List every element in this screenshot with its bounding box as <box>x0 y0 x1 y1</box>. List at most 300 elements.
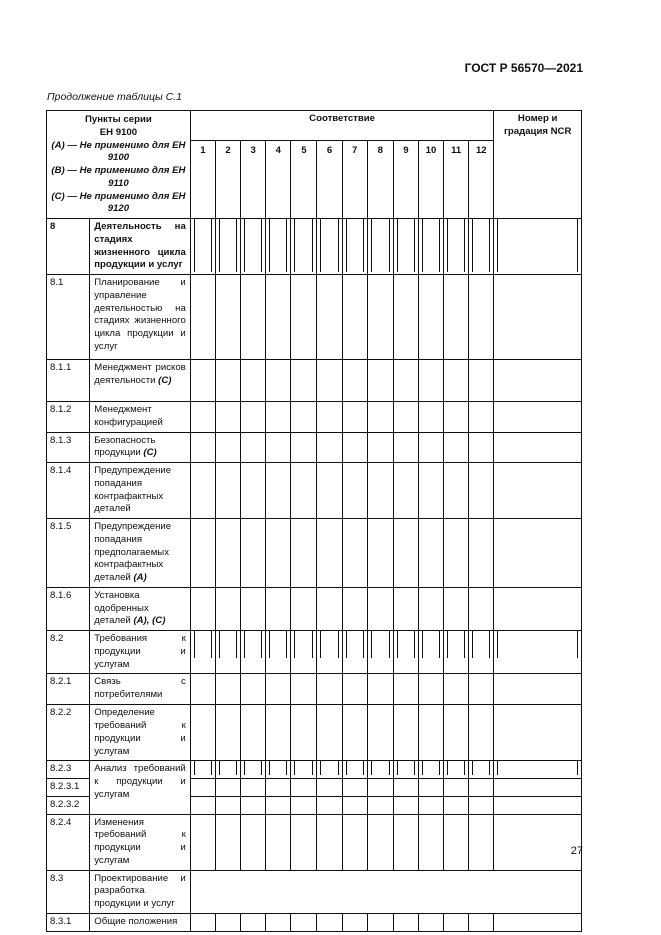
column-number-7: 7 <box>342 141 367 219</box>
row-point: 8.1 <box>47 275 90 360</box>
conformity-cell <box>241 913 266 931</box>
col1-header-b: (B) — Не применимо для ЕН 9110 <box>51 165 186 189</box>
conformity-cell <box>444 913 469 931</box>
ncr-header: Номер и градация NCR <box>494 111 582 219</box>
conformity-cell <box>317 779 342 797</box>
conformity-cell <box>266 432 291 463</box>
conformity-cell <box>317 519 342 588</box>
column-number-3: 3 <box>241 141 266 219</box>
conformity-cell <box>215 402 240 433</box>
ncr-cell <box>494 519 582 588</box>
row-description-text: Менеджмент рисков деятельности <box>94 362 186 386</box>
conformity-cell <box>393 432 418 463</box>
conformity-cell <box>190 796 215 814</box>
conformity-cell <box>342 402 367 433</box>
conformity-cell <box>469 219 494 275</box>
conformity-cell <box>215 360 240 402</box>
conformity-cell <box>469 705 494 761</box>
conformity-cell <box>266 631 291 674</box>
conformity-cell <box>444 587 469 630</box>
conformity-cell <box>418 402 443 433</box>
row-point: 8.1.4 <box>47 463 90 519</box>
conformity-cell <box>215 587 240 630</box>
conformity-cell <box>418 705 443 761</box>
conformity-cell <box>291 519 317 588</box>
inner-box <box>320 761 338 775</box>
row-point: 8.1.1 <box>47 360 90 402</box>
conformity-cell <box>342 275 367 360</box>
conformity-cell <box>317 913 342 931</box>
row-description <box>90 463 191 519</box>
row-applicability-note: (C) <box>143 447 157 459</box>
conformity-cell <box>367 779 393 797</box>
inner-box <box>422 761 440 775</box>
row-description <box>90 705 191 761</box>
conformity-cell <box>393 705 418 761</box>
row-point: 8.2.3.2 <box>47 796 90 814</box>
conformity-cell <box>190 814 215 870</box>
conformity-cell <box>418 631 443 674</box>
conformity-cell <box>418 814 443 870</box>
row-description-text: Предупреждение попадания предполагаемых контрафактных деталей <box>94 521 172 583</box>
ncr-cell <box>494 275 582 360</box>
table-row <box>47 432 582 463</box>
conformity-cell <box>266 587 291 630</box>
conformity-cell <box>469 796 494 814</box>
row-description-text: Анализ требований к продукции и услугам <box>94 763 186 800</box>
inner-box <box>269 631 287 658</box>
inner-box <box>194 219 212 272</box>
conformity-cell <box>215 913 240 931</box>
conformity-cell <box>241 631 266 674</box>
inner-box <box>371 631 390 658</box>
inner-box <box>346 761 364 775</box>
inner-box <box>219 219 237 272</box>
row-description <box>90 674 191 705</box>
row-description <box>90 814 191 870</box>
inner-box <box>219 761 237 775</box>
conformity-cell <box>393 463 418 519</box>
inner-box <box>371 219 390 272</box>
ncr-cell <box>494 631 582 674</box>
conformity-cell <box>342 674 367 705</box>
conformity-cell <box>266 275 291 360</box>
merged-cell <box>190 870 581 913</box>
ncr-cell <box>494 913 582 931</box>
column-number-5: 5 <box>291 141 317 219</box>
ncr-cell <box>494 814 582 870</box>
table-row <box>47 402 582 433</box>
row-description <box>90 913 191 931</box>
conformity-cell <box>418 360 443 402</box>
row-description-text: Деятельность на стадиях жизненного цикла продукции и услуг <box>94 221 186 271</box>
row-description-text: Планирование и управление деятельностью на стадиях жизненного цикла продукции и услуг <box>94 277 186 352</box>
table-row <box>47 913 582 931</box>
row-point: 8.2.3.1 <box>47 779 90 797</box>
conformity-cell <box>266 779 291 797</box>
conformity-cell <box>291 275 317 360</box>
conformity-cell <box>190 402 215 433</box>
col1-header-c: (C) — Не применимо для ЕН 9120 <box>51 190 186 215</box>
conformity-cell <box>266 761 291 779</box>
conformity-cell <box>393 587 418 630</box>
inner-box <box>346 219 364 272</box>
table-row <box>47 814 582 870</box>
conformity-cell <box>215 796 240 814</box>
row-applicability-note: (C) <box>158 374 172 386</box>
conformity-cell <box>190 761 215 779</box>
conformity-cell <box>342 705 367 761</box>
conformity-cell <box>469 913 494 931</box>
conformity-cell <box>291 631 317 674</box>
conformity-cell <box>291 705 317 761</box>
table-row <box>47 587 582 630</box>
conformity-cell <box>291 913 317 931</box>
conformity-cell <box>291 761 317 779</box>
ncr-cell <box>494 705 582 761</box>
row-point: 8 <box>47 219 90 275</box>
ncr-cell <box>494 779 582 797</box>
col1-header-line1: Пункты серии <box>85 114 152 125</box>
conformity-cell <box>469 360 494 402</box>
conformity-cell <box>317 587 342 630</box>
conformity-cell <box>444 432 469 463</box>
conformity-cell <box>215 779 240 797</box>
conformity-cell <box>317 463 342 519</box>
conformity-cell <box>317 796 342 814</box>
inner-box <box>294 219 313 272</box>
conformity-cell <box>190 463 215 519</box>
conformity-cell <box>317 360 342 402</box>
conformity-cell <box>393 814 418 870</box>
conformity-cell <box>291 463 317 519</box>
row-description-text: Связь с потребителями <box>94 676 186 700</box>
conformity-cell <box>190 519 215 588</box>
conformity-cell <box>317 219 342 275</box>
conformity-cell <box>190 360 215 402</box>
conformity-cell <box>342 519 367 588</box>
conformity-cell <box>317 814 342 870</box>
conformity-cell <box>241 432 266 463</box>
conformity-cell <box>291 814 317 870</box>
conformity-cell <box>393 913 418 931</box>
conformity-cell <box>241 587 266 630</box>
conformity-cell <box>342 913 367 931</box>
ncr-cell <box>494 219 582 275</box>
row-description <box>90 587 191 630</box>
row-point: 8.2.3 <box>47 761 90 779</box>
conformity-cell <box>241 360 266 402</box>
conformity-cell <box>469 674 494 705</box>
conformity-cell <box>241 796 266 814</box>
conformity-cell <box>367 463 393 519</box>
conformity-cell <box>393 219 418 275</box>
conformity-cell <box>418 463 443 519</box>
conformity-cell <box>190 631 215 674</box>
conformity-cell <box>215 219 240 275</box>
conformity-cell <box>241 814 266 870</box>
page-number: 27 <box>570 845 583 857</box>
row-description-text: Установка одобренных деталей <box>94 589 149 627</box>
conformity-cell <box>393 674 418 705</box>
row-point: 8.2.1 <box>47 674 90 705</box>
conformity-cell <box>190 779 215 797</box>
inner-box <box>320 631 338 658</box>
inner-box <box>294 761 313 775</box>
conformity-cell <box>342 814 367 870</box>
ncr-cell <box>494 402 582 433</box>
conformity-cell <box>367 674 393 705</box>
conformity-cell <box>291 432 317 463</box>
table-row <box>47 674 582 705</box>
conformity-cell <box>317 275 342 360</box>
row-applicability-note: (A) <box>133 572 147 583</box>
conformity-cell <box>266 814 291 870</box>
inner-box <box>244 219 262 272</box>
conformity-cell <box>469 761 494 779</box>
column-number-1: 1 <box>190 141 215 219</box>
conformity-cell <box>367 814 393 870</box>
conformity-cell <box>418 674 443 705</box>
conformity-cell <box>215 814 240 870</box>
conformity-cell <box>317 761 342 779</box>
conformity-cell <box>190 432 215 463</box>
conformity-cell <box>393 275 418 360</box>
conformity-cell <box>291 402 317 433</box>
conformity-cell <box>393 631 418 674</box>
column-number-8: 8 <box>367 141 393 219</box>
conformity-cell <box>418 779 443 797</box>
row-description-text: Проектирование и разработка продукции и услуг <box>94 872 186 909</box>
conformity-cell <box>342 219 367 275</box>
row-description <box>90 275 191 360</box>
conformity-cell <box>444 519 469 588</box>
inner-box <box>371 761 390 775</box>
ncr-cell <box>494 674 582 705</box>
conformity-cell <box>291 779 317 797</box>
row-description <box>90 219 191 275</box>
conformity-cell <box>241 779 266 797</box>
conformity-cell <box>241 463 266 519</box>
column-number-9: 9 <box>393 141 418 219</box>
row-point: 8.2 <box>47 631 90 674</box>
conformity-cell <box>266 519 291 588</box>
inner-box <box>472 219 490 272</box>
conformity-cell <box>241 275 266 360</box>
table-row <box>47 519 582 588</box>
conformity-cell <box>342 432 367 463</box>
inner-box <box>497 631 578 658</box>
conformity-cell <box>367 360 393 402</box>
conformity-cell <box>266 463 291 519</box>
row-description-text: Безопасность продукции <box>94 434 156 459</box>
conformity-cell <box>317 432 342 463</box>
conformity-cell <box>393 796 418 814</box>
conformity-cell <box>241 705 266 761</box>
row-description-text: Менеджмент конфигурацией <box>94 404 163 428</box>
conformity-cell <box>190 674 215 705</box>
conformity-cell <box>241 674 266 705</box>
conformity-cell <box>215 761 240 779</box>
column-number-6: 6 <box>317 141 342 219</box>
conformity-cell <box>190 913 215 931</box>
conformity-cell <box>241 519 266 588</box>
conformity-cell <box>418 761 443 779</box>
conformity-cell <box>444 705 469 761</box>
ncr-cell <box>494 463 582 519</box>
ncr-cell <box>494 796 582 814</box>
conformity-cell <box>342 463 367 519</box>
conformity-cell <box>444 402 469 433</box>
inner-box <box>422 219 440 272</box>
row-point: 8.3.1 <box>47 913 90 931</box>
table-row <box>47 219 582 275</box>
conformity-cell <box>317 705 342 761</box>
conformity-cell <box>342 779 367 797</box>
conformity-cell <box>291 360 317 402</box>
row-description-text: Изменения требований к продукции и услугам <box>94 816 186 866</box>
conformity-cell <box>469 814 494 870</box>
conformity-header: Соответствие <box>190 111 494 141</box>
conformity-cell <box>444 219 469 275</box>
conformity-cell <box>444 761 469 779</box>
conformity-cell <box>291 219 317 275</box>
table-row <box>47 705 582 761</box>
conformity-cell <box>393 402 418 433</box>
inner-box <box>497 219 578 272</box>
conformity-cell <box>469 463 494 519</box>
conformity-cell <box>418 432 443 463</box>
conformity-cell <box>342 761 367 779</box>
column-number-11: 11 <box>444 141 469 219</box>
conformity-cell <box>393 779 418 797</box>
conformity-cell <box>190 275 215 360</box>
conformity-cell <box>444 779 469 797</box>
conformity-cell <box>317 402 342 433</box>
conformity-cell <box>367 402 393 433</box>
conformity-cell <box>241 219 266 275</box>
inner-box <box>320 219 338 272</box>
inner-box <box>269 219 287 272</box>
conformity-cell <box>215 432 240 463</box>
conformity-cell <box>342 587 367 630</box>
conformity-cell <box>444 463 469 519</box>
conformity-cell <box>190 587 215 630</box>
conformity-cell <box>418 219 443 275</box>
conformity-cell <box>393 360 418 402</box>
conformity-table <box>46 110 582 932</box>
conformity-cell <box>469 275 494 360</box>
conformity-cell <box>469 587 494 630</box>
conformity-cell <box>241 761 266 779</box>
column-number-4: 4 <box>266 141 291 219</box>
row-description <box>90 519 191 588</box>
inner-box <box>194 631 212 658</box>
inner-box <box>447 631 465 658</box>
conformity-cell <box>215 631 240 674</box>
conformity-cell <box>469 432 494 463</box>
conformity-cell <box>266 796 291 814</box>
inner-box <box>294 631 313 658</box>
row-description-text: Определение требований к продукции и услугам <box>94 707 186 757</box>
conformity-cell <box>367 432 393 463</box>
inner-box <box>269 761 287 775</box>
row-point: 8.1.5 <box>47 519 90 588</box>
row-description <box>90 870 191 913</box>
inner-box <box>397 761 415 775</box>
conformity-cell <box>266 360 291 402</box>
table-row <box>47 631 582 674</box>
row-point: 8.1.3 <box>47 432 90 463</box>
row-description <box>90 360 191 402</box>
row-point: 8.2.4 <box>47 814 90 870</box>
inner-box <box>346 631 364 658</box>
inner-box <box>194 761 212 775</box>
conformity-cell <box>215 674 240 705</box>
conformity-cell <box>342 360 367 402</box>
inner-box <box>244 631 262 658</box>
table-row <box>47 870 582 913</box>
conformity-cell <box>444 275 469 360</box>
conformity-cell <box>418 519 443 588</box>
conformity-cell <box>444 631 469 674</box>
inner-box <box>244 761 262 775</box>
conformity-cell <box>367 631 393 674</box>
table-caption: Продолжение таблицы С.1 <box>47 91 182 103</box>
conformity-cell <box>444 674 469 705</box>
conformity-cell <box>266 219 291 275</box>
table-row <box>47 761 582 779</box>
conformity-cell <box>367 519 393 588</box>
conformity-cell <box>291 674 317 705</box>
conformity-cell <box>190 705 215 761</box>
conformity-cell <box>469 631 494 674</box>
conformity-cell <box>317 674 342 705</box>
column-number-2: 2 <box>215 141 240 219</box>
ncr-cell <box>494 360 582 402</box>
row-description <box>90 432 191 463</box>
conformity-cell <box>418 913 443 931</box>
conformity-cell <box>444 796 469 814</box>
conformity-cell <box>266 913 291 931</box>
ncr-cell <box>494 761 582 779</box>
conformity-cell <box>367 219 393 275</box>
conformity-cell <box>215 705 240 761</box>
row-description <box>90 761 191 814</box>
conformity-cell <box>367 587 393 630</box>
conformity-cell <box>367 796 393 814</box>
inner-box <box>447 219 465 272</box>
table-row <box>47 463 582 519</box>
conformity-cell <box>215 275 240 360</box>
ncr-cell <box>494 587 582 630</box>
row-description-text: Общие положения <box>94 915 178 927</box>
conformity-cell <box>215 463 240 519</box>
conformity-cell <box>342 796 367 814</box>
inner-box <box>497 761 578 775</box>
table-row <box>47 360 582 402</box>
column-number-12: 12 <box>469 141 494 219</box>
row-description <box>90 402 191 433</box>
conformity-cell <box>342 631 367 674</box>
col1-header <box>47 111 191 219</box>
standard-number: ГОСТ Р 56570—2021 <box>464 61 583 75</box>
conformity-cell <box>418 796 443 814</box>
conformity-cell <box>317 631 342 674</box>
conformity-cell <box>266 674 291 705</box>
row-point: 8.1.2 <box>47 402 90 433</box>
conformity-cell <box>444 814 469 870</box>
